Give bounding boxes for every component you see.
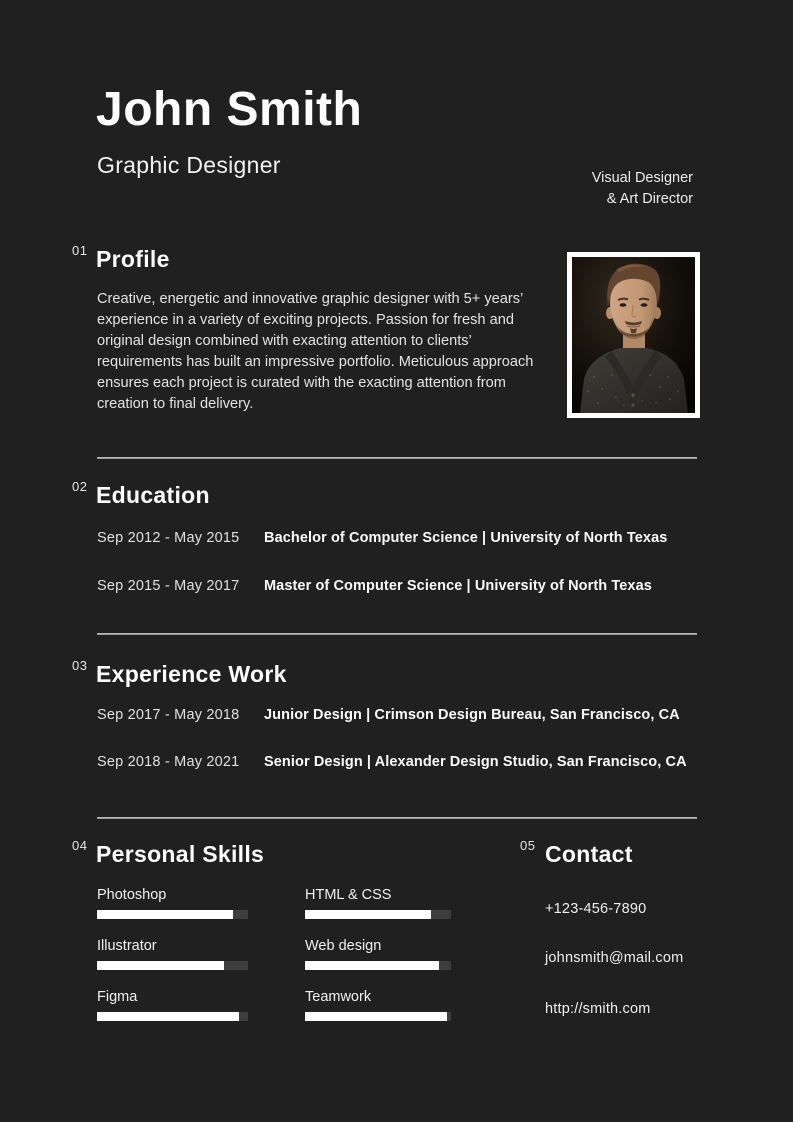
job-title: Graphic Designer: [97, 152, 281, 178]
skills-section-number: 04: [72, 838, 88, 853]
portrait-photo: [572, 257, 695, 413]
experience-section-heading: Experience Work: [96, 661, 287, 687]
skill-bar-fill: [305, 910, 431, 919]
skill-item: [97, 938, 248, 970]
experience-entry: [97, 707, 697, 723]
profile-section-number: 01: [72, 243, 88, 258]
skills-section-heading: Personal Skills: [96, 841, 265, 867]
contact-section-number: 05: [520, 838, 536, 853]
experience-description: Senior Design | Alexander Design Studio, San Francisco, CA: [264, 754, 687, 770]
skill-item: [305, 887, 451, 919]
education-description: Master of Computer Science | University of North Texas: [264, 578, 652, 594]
education-entry: [97, 578, 697, 594]
skill-label: Illustrator: [97, 938, 157, 954]
contact-section-heading: Contact: [545, 841, 633, 867]
experience-description: Junior Design | Crimson Design Bureau, San Francisco, CA: [264, 707, 680, 723]
skill-bar: [305, 961, 451, 970]
skill-bar-fill: [97, 910, 233, 919]
skill-label: HTML & CSS: [305, 887, 392, 903]
experience-dates: Sep 2017 - May 2018: [97, 707, 240, 723]
contact-email: johnsmith@mail.com: [545, 950, 684, 966]
contact-website: http://smith.com: [545, 1001, 651, 1017]
education-dates: Sep 2015 - May 2017: [97, 578, 240, 594]
skill-label: Teamwork: [305, 989, 372, 1005]
skill-bar-fill: [305, 961, 439, 970]
skill-bar: [97, 910, 248, 919]
profile-section-heading: Profile: [96, 246, 170, 272]
skill-bar: [97, 961, 248, 970]
skill-bar: [97, 1012, 248, 1021]
education-entry: [97, 530, 697, 546]
section-divider: [97, 817, 697, 819]
skill-bar-fill: [305, 1012, 447, 1021]
skill-item: [305, 989, 451, 1021]
contact-phone: +123-456-7890: [545, 901, 647, 917]
skill-label: Figma: [97, 989, 138, 1005]
tagline: [592, 168, 693, 210]
education-section-heading: Education: [96, 482, 210, 508]
experience-section-number: 03: [72, 658, 88, 673]
skill-bar-fill: [97, 961, 224, 970]
skill-item: [305, 938, 451, 970]
tagline-line-2: & Art Director: [606, 191, 693, 207]
tagline-line-1: Visual Designer: [591, 170, 693, 186]
education-description: Bachelor of Computer Science | University of North Texas: [264, 530, 668, 546]
experience-dates: Sep 2018 - May 2021: [97, 754, 240, 770]
section-divider: [97, 633, 697, 635]
skill-item: [97, 887, 248, 919]
skill-label: Web design: [305, 938, 382, 954]
skill-bar-fill: [97, 1012, 239, 1021]
skill-label: Photoshop: [97, 887, 167, 903]
skill-item: [97, 989, 248, 1021]
skill-bar: [305, 910, 451, 919]
education-dates: Sep 2012 - May 2015: [97, 530, 240, 546]
profile-paragraph: Creative, energetic and innovative graphic designer with 5+ years’ experience in a variety of exciting projects. Passion for fresh and original design combined with exacting attention to clients’ requirements has built an impressive portfolio. Meticulous approach ensures each project is curated with the exacting attention from creation to final delivery.: [97, 291, 534, 412]
education-section-number: 02: [72, 479, 88, 494]
person-name: John Smith: [96, 83, 363, 136]
skill-bar: [305, 1012, 451, 1021]
portrait-photo-frame: [567, 252, 700, 418]
section-divider: [97, 457, 697, 459]
experience-entry: [97, 754, 697, 770]
